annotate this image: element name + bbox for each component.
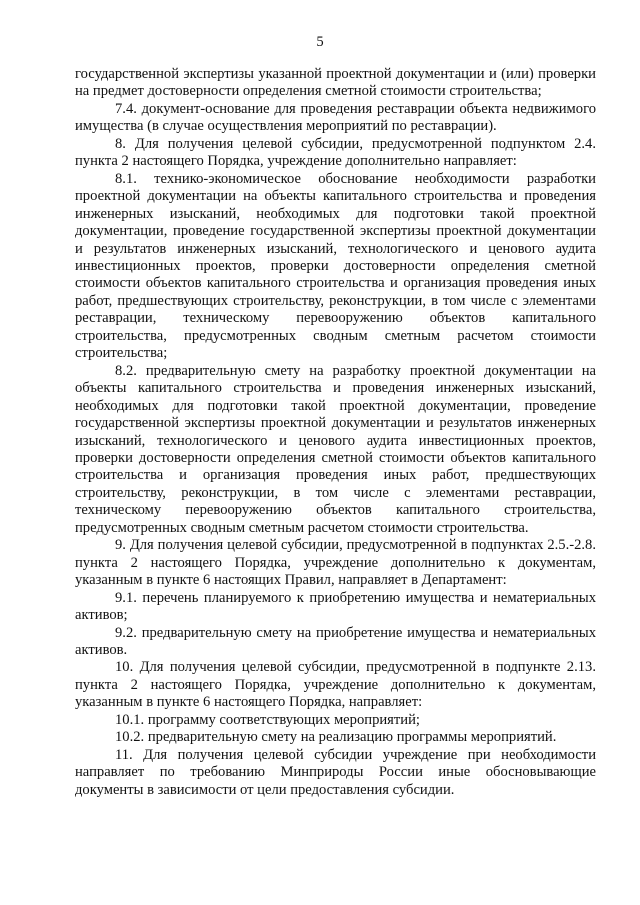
paragraph-10-2: 10.2. предварительную смету на реализацию программы мероприятий. (115, 729, 557, 746)
paragraph-10: 10. Для получения целевой субсидии, предусмотренной в подпункте 2.13. пункта 2 настоящего Порядка, учреждение дополнительно к документам, указанным в пункте 6 настоящего Порядка, направляет: (75, 659, 596, 711)
paragraph-continuation: государственной экспертизы указанной проектной документации и (или) проверки на предмет достоверности определения сметной стоимости строительства; (75, 66, 596, 100)
page-number: 5 (316, 34, 324, 50)
paragraph-10-1: 10.1. программу соответствующих мероприятий; (115, 711, 420, 728)
paragraph-9: 9. Для получения целевой субсидии, предусмотренной в подпунктах 2.5.-2.8. пункта 2 настоящего Порядка, учреждение дополнительно к документам, указанным в пункте 6 настоящих Правил, направляет в Департамент: (75, 537, 596, 589)
paragraph-8-2: 8.2. предварительную смету на разработку проектной документации на объекты капитального строительства и проведения инженерных изысканий, необходимых для подготовки такой проектной документации, проведение государственной экспертизы проектной документации и результатов инженерных изысканий, технологического и ценового аудита инвестиционных проектов, проверки достоверности определения сметной стоимости объектов капитального строительства и организация проведения иных работ, предшествующих строительству, реконструкции, в том числе с элементами реставрации, техническому перевооружению объектов капитального строительства, предусмотренных сводным сметным расчетом стоимости строительства. (75, 362, 596, 536)
paragraph-9-2: 9.2. предварительную смету на приобретение имущества и нематериальных активов. (75, 624, 596, 658)
paragraph-8-1: 8.1. технико-экономическое обоснование необходимости разработки проектной документации на объекты капитального строительства и проведения инженерных изысканий, необходимых для подготовки такой проектной документации, проведение государственной экспертизы проектной документации и результатов инженерных изысканий, технологического и ценового аудита инвестиционных проектов, проверки достоверности определения сметной стоимости объектов капитального строительства и организация проведения иных работ, предшествующих строительству, реконструкции, в том числе с элементами реставрации, техническому перевооружению объектов капитального строительства, предусмотренных сводным сметным расчетом стоимости строительства; (75, 170, 596, 362)
paragraph-11: 11. Для получения целевой субсидии учреждение при необходимости направляет по требованию Минприроды России иные обосновывающие документы в зависимости от цели предоставления субсидии. (75, 746, 596, 798)
document-body (75, 66, 596, 799)
paragraph-8: 8. Для получения целевой субсидии, предусмотренной подпунктом 2.4. пункта 2 настоящего Порядка, учреждение дополнительно направляет: (75, 135, 596, 170)
paragraph-7-4: 7.4. документ-основание для проведения реставрации объекта недвижимого имущества (в случае осуществления мероприятий по реставрации). (75, 100, 596, 135)
paragraph-9-1: 9.1. перечень планируемого к приобретению имущества и нематериальных активов; (75, 589, 596, 624)
